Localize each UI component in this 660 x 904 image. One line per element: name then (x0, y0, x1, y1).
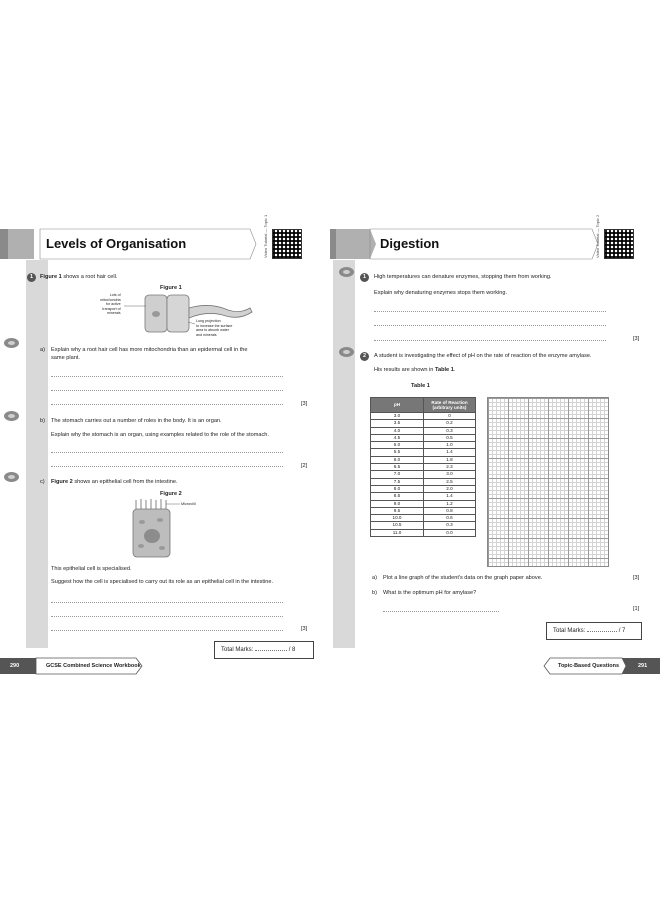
ph-cell: 10.0 (371, 515, 424, 522)
answer-line[interactable] (51, 630, 283, 631)
table-row (371, 515, 476, 522)
page-title: Levels of Organisation (46, 236, 187, 251)
answer-line[interactable] (51, 602, 283, 603)
ph-cell: 9.0 (371, 500, 424, 507)
ph-cell: 7.5 (371, 478, 424, 485)
ph-cell: 5.5 (371, 449, 424, 456)
table-row (371, 413, 476, 420)
table-row (371, 464, 476, 471)
rate-cell: 1.4 (424, 493, 476, 500)
rate-cell: 0.3 (424, 522, 476, 529)
q1c-label: c) (40, 479, 45, 485)
right-page-gutter (333, 260, 355, 648)
q1-marks: [3] (633, 336, 640, 342)
question-number: 1 (27, 273, 36, 282)
figure2-label: Microvilli (181, 502, 196, 506)
rate-cell: 1.4 (424, 449, 476, 456)
answer-line[interactable] (51, 390, 283, 391)
total-value: / 7 (618, 628, 626, 634)
q1b-marks: [2] (301, 463, 308, 469)
grade-badge-icon (4, 338, 19, 348)
answer-line[interactable] (51, 452, 283, 453)
rate-cell: 0.8 (424, 507, 476, 514)
qa-label: a) (372, 575, 377, 581)
total-marks-box (546, 622, 642, 640)
table-row (371, 442, 476, 449)
rate-cell: 1.8 (424, 456, 476, 463)
q2-text: A student is investigating the effect of pH on the rate of reaction of the enzyme amylase. (374, 353, 592, 359)
rate-cell: 1.2 (424, 500, 476, 507)
answer-line[interactable] (383, 611, 499, 612)
grade-badge-icon (339, 347, 354, 357)
ph-cell: 3.0 (371, 413, 424, 420)
qb-text: What is the optimum pH for amylase? (383, 590, 477, 596)
rate-cell: 0 (424, 413, 476, 420)
grade-badge-icon (4, 472, 19, 482)
table-header: Rate of Reaction (arbitrary units) (424, 398, 476, 413)
q1c-intro (51, 479, 178, 486)
label-line: transport of (102, 306, 121, 311)
table-row (371, 507, 476, 514)
q1b-text2: Explain why the stomach is an organ, using examples related to the role of the stomach. (51, 432, 269, 438)
graph-paper[interactable] (487, 397, 609, 567)
table-row (371, 478, 476, 485)
total-value: / 8 (288, 647, 296, 653)
q1a-marks: [3] (301, 401, 308, 407)
rate-cell: 2.0 (424, 485, 476, 492)
qr-caption: Video Tutorial — Topic 2 (595, 214, 600, 258)
q1c-marks: [3] (301, 626, 308, 632)
table-row (371, 449, 476, 456)
table-row (371, 529, 476, 536)
figure1-label-projection (196, 319, 232, 337)
ph-cell: 9.5 (371, 507, 424, 514)
table-row (371, 471, 476, 478)
figure1-label-mitochondria (100, 293, 121, 316)
table-row (371, 420, 476, 427)
label-line: minerals (106, 311, 121, 316)
qa-marks: [3] (633, 575, 640, 581)
ph-results-table (370, 397, 476, 537)
grade-badge-icon (339, 267, 354, 277)
label-line: mitochondria (100, 297, 121, 302)
qr-code-icon[interactable] (604, 229, 634, 259)
total-blank[interactable] (255, 642, 287, 651)
ph-cell: 8.5 (371, 493, 424, 500)
figure-ref: Figure 1 (40, 274, 62, 280)
ph-cell: 11.0 (371, 529, 424, 536)
qa-text: Plot a line graph of the student's data on the graph paper above. (383, 575, 543, 581)
qb-label: b) (372, 590, 377, 596)
question-number: 1 (360, 273, 369, 282)
answer-line[interactable] (374, 325, 606, 326)
ph-cell: 4.0 (371, 427, 424, 434)
footer-title: Topic-Based Questions (558, 663, 620, 669)
table-row (371, 434, 476, 441)
root-hair-cell-figure (100, 292, 260, 342)
q1-text2: Explain why denaturing enzymes stops them working. (374, 290, 508, 296)
answer-line[interactable] (374, 311, 606, 312)
rate-cell: 0.3 (424, 427, 476, 434)
label-line: and minerals (196, 332, 217, 337)
grade-badge-icon (4, 411, 19, 421)
rate-cell: 3.0 (424, 471, 476, 478)
q1a-label: a) (40, 347, 45, 353)
ph-cell: 8.0 (371, 485, 424, 492)
answer-line[interactable] (374, 340, 606, 341)
ph-cell: 4.5 (371, 434, 424, 441)
ph-cell: 5.0 (371, 442, 424, 449)
label-line: to increase the surface (196, 323, 233, 328)
table-row (371, 485, 476, 492)
rate-cell: 2.3 (424, 464, 476, 471)
table-row (371, 522, 476, 529)
q1-intro-text: shows a root hair cell. (63, 274, 118, 280)
q2-text2: His results are shown in Table 1. (374, 367, 456, 373)
answer-line[interactable] (51, 376, 283, 377)
label-line: for active (105, 302, 121, 307)
total-blank[interactable] (587, 623, 617, 632)
rate-cell: 0.2 (424, 420, 476, 427)
table-row (371, 456, 476, 463)
page-title: Digestion (380, 236, 440, 251)
q1b-text: The stomach carries out a number of roles in the body. It is an organ. (51, 418, 222, 424)
answer-line[interactable] (51, 404, 283, 405)
qb-marks: [1] (633, 606, 640, 612)
q1b-label: b) (40, 418, 45, 424)
table-title: Table 1 (411, 383, 430, 389)
epithelial-cell-figure (130, 498, 210, 560)
figure2-title: Figure 2 (160, 491, 182, 497)
qr-caption: Video Tutorial — Topic 1 (263, 214, 268, 258)
ph-cell: 6.0 (371, 456, 424, 463)
q1c-text1: This epithelial cell is specialised. (51, 566, 132, 572)
ph-cell: 7.0 (371, 471, 424, 478)
rate-cell: 2.5 (424, 478, 476, 485)
total-label: Total Marks: (221, 647, 254, 653)
q1-intro (40, 274, 117, 281)
page-number: 290 (10, 663, 20, 669)
table-ref: Table 1 (434, 367, 454, 373)
q2-text2-pre: His results are shown in (374, 367, 434, 373)
table-row (371, 493, 476, 500)
table-header: pH (371, 398, 424, 413)
ph-cell: 3.5 (371, 420, 424, 427)
table-row (371, 427, 476, 434)
q1c-intro-text: shows an epithelial cell from the intestine. (74, 479, 178, 485)
q1a-text-line2: same plant. (51, 355, 80, 361)
q1c-text2: Suggest how the cell is specialised to carry out its role as an epithelial cell in the intestine. (51, 579, 274, 585)
answer-line[interactable] (51, 616, 283, 617)
label-line: Long projection (196, 319, 221, 323)
question-number: 2 (360, 352, 369, 361)
q1a-text-line1: Explain why a root hair cell has more mitochondria than an epidermal cell in the (51, 347, 248, 353)
total-label: Total Marks: (553, 628, 586, 634)
q1-text: High temperatures can denature enzymes, stopping them from working. (374, 274, 552, 280)
total-marks-box (214, 641, 314, 659)
label-line: area to absorb water (196, 328, 229, 333)
left-page-gutter (26, 260, 48, 648)
page-number: 291 (638, 663, 648, 669)
ph-cell: 10.5 (371, 522, 424, 529)
footer-title: GCSE Combined Science Workbook (46, 663, 141, 669)
answer-line[interactable] (51, 466, 283, 467)
figure1-title: Figure 1 (160, 285, 182, 291)
rate-cell: 1.0 (424, 442, 476, 449)
label-line: Lots of (109, 293, 121, 297)
ph-cell: 6.5 (371, 464, 424, 471)
rate-cell: 0.0 (424, 529, 476, 536)
qr-code-icon[interactable] (272, 229, 302, 259)
rate-cell: 0.5 (424, 434, 476, 441)
rate-cell: 0.6 (424, 515, 476, 522)
table-row (371, 500, 476, 507)
figure-ref: Figure 2 (51, 479, 73, 485)
